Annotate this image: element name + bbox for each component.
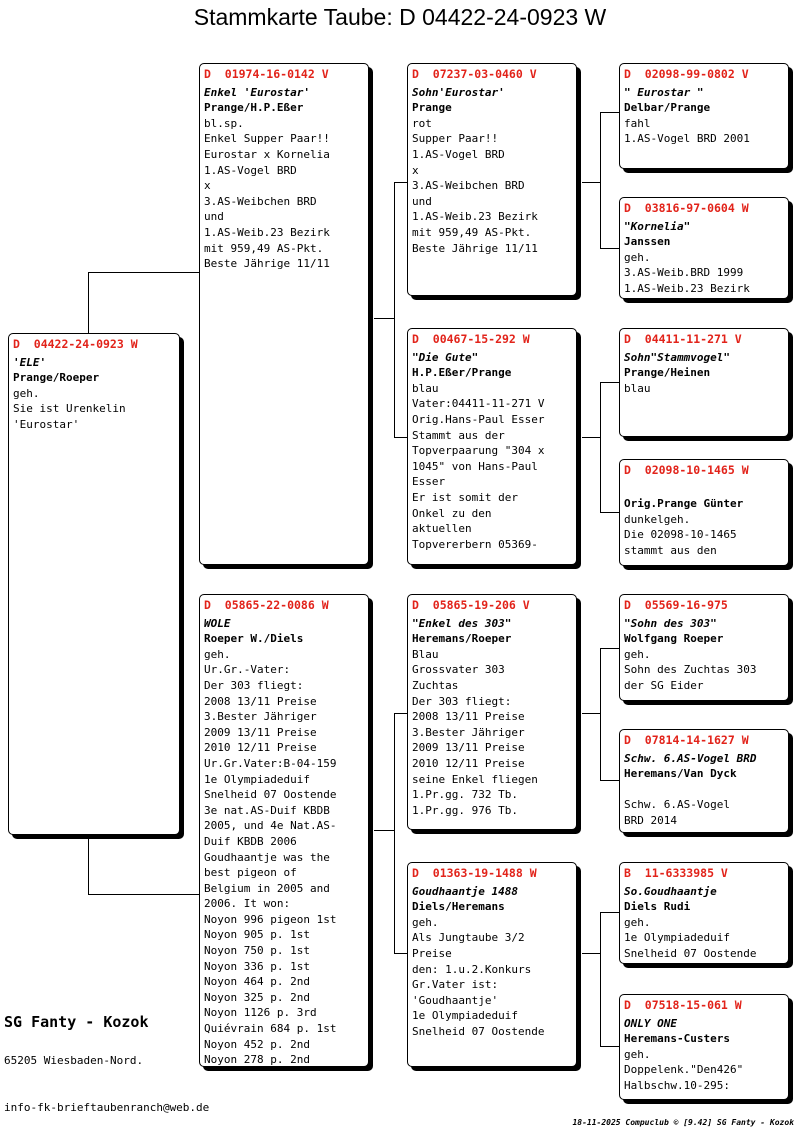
- pigeon-card-mother[interactable]: [199, 594, 369, 1067]
- pigeon-name: Sohn"Stammvogel": [624, 350, 730, 364]
- info-line: 2010 12/11 Preise: [204, 741, 317, 755]
- info-line: Belgium in 2005 and: [204, 881, 330, 895]
- info-line: Noyon 278 p. 2nd: [204, 1053, 310, 1067]
- info-line: Die 02098-10-1465: [624, 528, 737, 542]
- pigeon-card-mff[interactable]: [619, 594, 789, 701]
- pigeon-card-mother-father[interactable]: [407, 594, 577, 830]
- info-line: Topvererbern 05369-: [412, 537, 538, 551]
- info-line: Blau: [412, 647, 439, 661]
- info-line: rot: [412, 116, 432, 130]
- info-line: aktuellen: [412, 522, 472, 536]
- connector: [600, 112, 620, 113]
- connector: [600, 382, 620, 383]
- breeder: Delbar/Prange: [624, 101, 711, 115]
- info-line: BRD 2014: [624, 813, 677, 827]
- info-line: Halbschw.10-295:: [624, 1078, 730, 1092]
- info-line: und: [204, 210, 224, 224]
- pigeon-card-father[interactable]: [199, 63, 369, 565]
- info-line: Gr.Vater ist:: [412, 978, 499, 992]
- info-line: 2005, und 4e Nat.AS-: [204, 819, 337, 833]
- info-line: blau: [624, 381, 651, 395]
- info-line: geh.: [624, 1047, 651, 1061]
- info-line: Noyon 996 pigeon 1st: [204, 912, 337, 926]
- pigeon-name: Goudhaantje 1488: [412, 884, 518, 898]
- connector: [600, 248, 620, 249]
- info-line: [624, 782, 784, 798]
- breeder: Wolfgang Roeper: [624, 632, 724, 646]
- info-line: Goudhaantje was the: [204, 850, 330, 864]
- connector: [600, 382, 601, 512]
- connector: [394, 182, 408, 183]
- info-line: 1.AS-Weib.23 Bezirk: [204, 225, 330, 239]
- pigeon-card-mmf[interactable]: [619, 862, 789, 964]
- info-line: Preise: [412, 946, 452, 960]
- info-line: den: 1.u.2.Konkurs: [412, 962, 532, 976]
- club-email[interactable]: info-fk-brieftaubenranch@web.de: [4, 1101, 210, 1114]
- connector: [582, 953, 600, 954]
- info-line: geh.: [204, 647, 231, 661]
- pigeon-name: "Die Gute": [412, 350, 479, 364]
- pigeon-name: Enkel 'Eurostar': [204, 85, 310, 99]
- info-line: 2006. It won:: [204, 897, 291, 911]
- info-line: Schw. 6.AS-Vogel: [624, 798, 730, 812]
- pigeon-card-main[interactable]: [8, 333, 180, 835]
- connector: [600, 648, 620, 649]
- club-name: SG Fanty - Kozok: [4, 1013, 149, 1031]
- info-line: 2009 13/11 Preise: [204, 725, 317, 739]
- connector: [582, 713, 600, 714]
- pigeon-name: Sohn'Eurostar': [412, 85, 505, 99]
- info-line: 2008 13/11 Preise: [204, 694, 317, 708]
- info-line: Quiévrain 684 p. 1st: [204, 1022, 337, 1036]
- ring-number: D 00467-15-292 W: [412, 332, 530, 346]
- print-stamp: 18-11-2025 Compuclub © [9.42] SG Fanty - Kozok: [572, 1118, 794, 1127]
- pigeon-card-ffm[interactable]: [619, 197, 789, 299]
- info-line: Noyon 464 p. 2nd: [204, 975, 310, 989]
- ring-number: D 01974-16-0142 V: [204, 67, 329, 81]
- connector: [600, 512, 620, 513]
- info-line: Onkel zu den: [412, 506, 492, 520]
- info-line: 3.Bester Jähriger: [204, 710, 317, 724]
- info-line: Vater:04411-11-271 V: [412, 397, 545, 411]
- connector: [394, 953, 408, 954]
- info-line: mit 959,49 AS-Pkt.: [412, 225, 532, 239]
- info-line: Noyon 452 p. 2nd: [204, 1037, 310, 1051]
- info-line: 1.AS-Weib.23 Bezirk: [412, 210, 538, 224]
- pigeon-name: 'ELE': [13, 355, 47, 369]
- ring-number: D 04411-11-271 V: [624, 332, 742, 346]
- info-line: seine Enkel fliegen: [412, 772, 538, 786]
- info-line: geh.: [412, 915, 439, 929]
- info-line: Beste Jährige 11/11: [204, 257, 330, 271]
- info-line: blau: [412, 381, 439, 395]
- info-line: Zuchtas: [412, 678, 459, 692]
- ring-number: D 07237-03-0460 V: [412, 67, 537, 81]
- info-line: Der 303 fliegt:: [412, 694, 512, 708]
- pigeon-card-fff[interactable]: [619, 63, 789, 169]
- info-line: Ur.Gr.-Vater:: [204, 663, 291, 677]
- connector: [394, 713, 395, 953]
- ring-number: D 05569-16-975: [624, 598, 728, 612]
- ring-number: D 05865-22-0086 W: [204, 598, 329, 612]
- info-line: Grossvater 303: [412, 663, 505, 677]
- info-line: geh.: [624, 250, 651, 264]
- pigeon-card-fmm[interactable]: [619, 459, 789, 566]
- ring-number: D 05865-19-206 V: [412, 598, 530, 612]
- info-line: Snelheid 07 Oostende: [204, 788, 337, 802]
- pigeon-card-father-father[interactable]: [407, 63, 577, 296]
- connector: [88, 894, 200, 895]
- breeder: Diels Rudi: [624, 900, 691, 914]
- info-line: 1e Olympiadeduif: [624, 931, 730, 945]
- ring-number: D 07814-14-1627 W: [624, 733, 749, 747]
- info-line: Noyon 905 p. 1st: [204, 928, 310, 942]
- ring-number: D 03816-97-0604 W: [624, 201, 749, 215]
- info-line: geh.: [624, 915, 651, 929]
- connector: [394, 182, 395, 437]
- info-line: geh.: [624, 647, 651, 661]
- pigeon-card-mmm[interactable]: [619, 994, 789, 1100]
- info-line: Stammt aus der: [412, 428, 505, 442]
- breeder: Heremans/Roeper: [412, 632, 512, 646]
- info-line: 2010 12/11 Preise: [412, 756, 525, 770]
- info-line: 1.AS-Vogel BRD 2001: [624, 132, 750, 146]
- info-line: x: [204, 179, 211, 193]
- connector: [88, 272, 89, 334]
- info-line: dunkelgeh.: [624, 512, 691, 526]
- info-line: 1045" von Hans-Paul: [412, 459, 538, 473]
- info-line: 1.AS-Vogel BRD: [412, 147, 505, 161]
- info-line: mit 959,49 AS-Pkt.: [204, 241, 324, 255]
- info-line: Der 303 fliegt:: [204, 678, 304, 692]
- info-line: 3.AS-Weib.BRD 1999: [624, 266, 744, 280]
- connector: [582, 182, 600, 183]
- info-line: Noyon 1126 p. 3rd: [204, 1006, 317, 1020]
- ring-number: D 04422-24-0923 W: [13, 337, 138, 351]
- info-line: Noyon 750 p. 1st: [204, 944, 310, 958]
- connector: [600, 912, 620, 913]
- connector: [88, 836, 89, 894]
- info-line: 3.AS-Weibchen BRD: [204, 194, 317, 208]
- pigeon-name: So.Goudhaantje: [624, 884, 717, 898]
- info-line: 1e Olympiadeduif: [204, 772, 310, 786]
- info-line: 2008 13/11 Preise: [412, 710, 525, 724]
- breeder: Prange/H.P.Eßer: [204, 101, 304, 115]
- pigeon-card-father-mother[interactable]: [407, 328, 577, 565]
- pigeon-name: "Kornelia": [624, 219, 691, 233]
- info-line: und: [412, 194, 432, 208]
- pigeon-name: "Enkel des 303": [412, 616, 512, 630]
- info-line: x: [412, 163, 419, 177]
- connector: [600, 1046, 620, 1047]
- ring-number: D 02098-99-0802 V: [624, 67, 749, 81]
- club-city: 65205 Wiesbaden-Nord.: [4, 1054, 144, 1067]
- info-line: Esser: [412, 475, 446, 489]
- info-line: bl.sp.: [204, 116, 244, 130]
- info-line: 3.AS-Weibchen BRD: [412, 179, 525, 193]
- breeder: Roeper W./Diels: [204, 632, 304, 646]
- breeder: H.P.Eßer/Prange: [412, 366, 512, 380]
- ring-number: B 11-6333985 V: [624, 866, 728, 880]
- info-line: der SG Eider: [624, 678, 704, 692]
- pigeon-name: " Eurostar ": [624, 85, 704, 99]
- info-line: 1.AS-Weib.23 Bezirk: [624, 281, 750, 295]
- info-line: best pigeon of: [204, 866, 297, 880]
- breeder: Orig.Prange Günter: [624, 497, 744, 511]
- info-line: Sie ist Urenkelin: [13, 402, 126, 416]
- info-line: stammt aus den: [624, 543, 717, 557]
- info-line: Noyon 336 p. 1st: [204, 959, 310, 973]
- info-line: Snelheid 07 Oostende: [624, 946, 757, 960]
- connector: [582, 437, 600, 438]
- info-line: geh.: [13, 386, 40, 400]
- info-line: Snelheid 07 Oostende: [412, 1024, 545, 1038]
- info-line: 1e Olympiadeduif: [412, 1009, 518, 1023]
- pigeon-name: WOLE: [204, 616, 231, 630]
- info-line: Orig.Hans-Paul Esser: [412, 412, 545, 426]
- breeder: Prange/Roeper: [13, 371, 100, 385]
- info-line: Eurostar x Kornelia: [204, 147, 330, 161]
- info-line: 'Eurostar': [13, 417, 80, 431]
- info-line: Noyon 325 p. 2nd: [204, 990, 310, 1004]
- info-line: 'Goudhaantje': [412, 993, 499, 1007]
- page-title: Stammkarte Taube: D 04422-24-0923 W: [193, 4, 607, 30]
- pigeon-name: [624, 481, 784, 497]
- connector: [394, 713, 408, 714]
- info-line: Als Jungtaube 3/2: [412, 931, 525, 945]
- connector: [600, 780, 620, 781]
- info-line: 1.AS-Vogel BRD: [204, 163, 297, 177]
- pigeon-card-fmf[interactable]: [619, 328, 789, 437]
- breeder: Janssen: [624, 235, 671, 249]
- breeder: Prange: [412, 101, 452, 115]
- pigeon-name: "Sohn des 303": [624, 616, 717, 630]
- pigeon-name: ONLY ONE: [624, 1016, 677, 1030]
- info-line: Doppelenk."Den426": [624, 1063, 744, 1077]
- ring-number: D 07518-15-061 W: [624, 998, 742, 1012]
- ring-number: D 02098-10-1465 W: [624, 463, 749, 477]
- breeder: Heremans-Custers: [624, 1032, 730, 1046]
- breeder: Diels/Heremans: [412, 900, 505, 914]
- info-line: Er ist somit der: [412, 490, 518, 504]
- info-line: Duif KBDB 2006: [204, 834, 297, 848]
- connector: [374, 318, 394, 319]
- breeder: Prange/Heinen: [624, 366, 711, 380]
- info-line: Sohn des Zuchtas 303: [624, 663, 757, 677]
- connector: [88, 272, 200, 273]
- connector: [394, 437, 408, 438]
- connector: [600, 912, 601, 1046]
- connector: [600, 648, 601, 780]
- ring-number: D 01363-19-1488 W: [412, 866, 537, 880]
- info-line: 3e nat.AS-Duif KBDB: [204, 803, 330, 817]
- info-line: Beste Jährige 11/11: [412, 241, 538, 255]
- info-line: Supper Paar!!: [412, 132, 499, 146]
- info-line: Ur.Gr.Vater:B-04-159: [204, 756, 337, 770]
- info-line: 2009 13/11 Preise: [412, 741, 525, 755]
- connector: [600, 112, 601, 248]
- info-line: Enkel Supper Paar!!: [204, 132, 330, 146]
- connector: [374, 830, 394, 831]
- info-line: 1.Pr.gg. 732 Tb.: [412, 788, 518, 802]
- info-line: 1.Pr.gg. 976 Tb.: [412, 803, 518, 817]
- info-line: 3.Bester Jähriger: [412, 725, 525, 739]
- info-line: fahl: [624, 116, 651, 130]
- pigeon-card-mfm[interactable]: [619, 729, 789, 833]
- info-line: Topverpaarung "304 x: [412, 444, 545, 458]
- pigeon-card-mother-mother[interactable]: [407, 862, 577, 1067]
- breeder: Heremans/Van Dyck: [624, 767, 737, 781]
- pigeon-name: Schw. 6.AS-Vogel BRD: [624, 751, 757, 765]
